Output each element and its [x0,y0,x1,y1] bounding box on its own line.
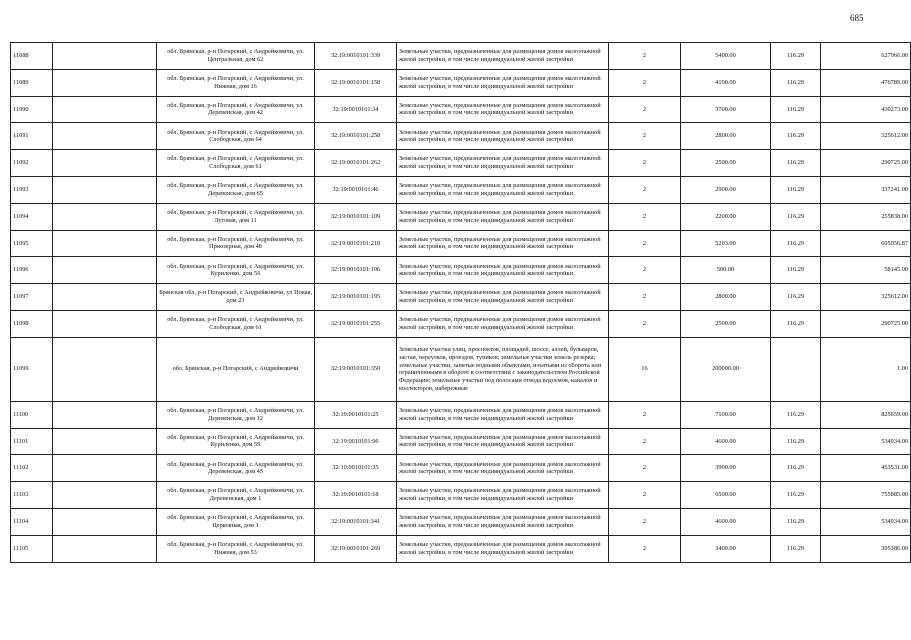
table-row [11,123,911,150]
cadastral-value-cell: 290725.00 [821,310,911,337]
row-number: 11089 [11,69,53,96]
row-number: 11088 [11,43,53,70]
specific-value-cell: 116.29 [771,401,821,428]
specific-value-cell: 116.29 [771,257,821,284]
specific-value-cell: 116.29 [771,123,821,150]
use-group-cell: 2 [609,455,681,482]
table-row [11,428,911,455]
table-row [11,96,911,123]
row-number: 11099 [11,337,53,401]
cadastral-value-cell: 325612.00 [821,123,911,150]
cadastral-number-cell: 32:19:0010101:34 [315,96,397,123]
use-group-cell: 2 [609,401,681,428]
cadastral-value-cell: 534934.00 [821,428,911,455]
spacer-cell [53,257,157,284]
spacer-cell [53,401,157,428]
use-group-cell: 2 [609,508,681,535]
address-cell: обл. Брянская, р-н Погарский, с Андрейковичи, ул. Деревенская, дом 42 [157,96,315,123]
address-cell: обл. Брянская, р-н Погарский, с Андрейковичи, ул. Деревенская, дом 65 [157,176,315,203]
area-cell: 5203.00 [681,230,771,257]
area-cell: 4600.00 [681,428,771,455]
table-row [11,69,911,96]
use-group-cell: 2 [609,96,681,123]
cadastral-number-cell: 32:19:0010101:218 [315,230,397,257]
address-cell: обл. Брянская, р-н Погарский, с Андрейковичи, ул. Деревенская, дом 12 [157,401,315,428]
specific-value-cell: 116.29 [771,96,821,123]
cadastral-value-cell: 605056.87 [821,230,911,257]
spacer-cell [53,203,157,230]
land-use-cell: Земельные участки, предназначенные для размещения домов малоэтажной жилой застройки, в том числе индивидуальной жилой застройки [397,310,609,337]
table-row [11,401,911,428]
address-cell: обл. Брянская, р-н Погарский, с Андрейковичи, ул. Нижняя, дом 16 [157,69,315,96]
spacer-cell [53,150,157,177]
cadastral-number-cell: 32:19:0010101:96 [315,428,397,455]
use-group-cell: 2 [609,535,681,562]
cadastral-number-cell: 32:19:0010101:195 [315,284,397,311]
table-row [11,310,911,337]
land-use-cell: Земельные участки, предназначенные для размещения домов малоэтажной жилой застройки, в том числе индивидуальной жилой застройки [397,150,609,177]
row-number: 11104 [11,508,53,535]
cadastral-value-table [10,42,911,563]
spacer-cell [53,69,157,96]
spacer-cell [53,284,157,311]
cadastral-value-cell: 627966.00 [821,43,911,70]
row-number: 11092 [11,150,53,177]
land-use-cell: Земельные участки, предназначенные для размещения домов малоэтажной жилой застройки, в том числе индивидуальной жилой застройки [397,401,609,428]
table-row [11,257,911,284]
area-cell: 4600.00 [681,508,771,535]
use-group-cell: 2 [609,176,681,203]
use-group-cell: 2 [609,43,681,70]
cadastral-value-cell: 290725.00 [821,150,911,177]
spacer-cell [53,535,157,562]
cadastral-number-cell: 32:19:0010101:255 [315,310,397,337]
cadastral-number-cell: 32:19:0010101:46 [315,176,397,203]
land-use-cell: Земельные участки, предназначенные для размещения домов малоэтажной жилой застройки, в том числе индивидуальной жилой застройки [397,284,609,311]
area-cell: 4100.00 [681,69,771,96]
area-cell: 2800.00 [681,123,771,150]
table-row [11,337,911,401]
use-group-cell: 2 [609,203,681,230]
address-cell: обл. Брянская, р-н Погарский, с Андрейковичи, ул. Нижняя, дом 53 [157,535,315,562]
area-cell: 2500.00 [681,150,771,177]
area-cell: 2500.00 [681,310,771,337]
specific-value-cell: 116.29 [771,310,821,337]
specific-value-cell: 116.29 [771,535,821,562]
address-cell: обл. Брянская, р-н Погарский, с Андрейковичи [157,337,315,401]
use-group-cell: 2 [609,123,681,150]
table-row [11,455,911,482]
address-cell: обл. Брянская, р-н Погарский, с Андрейковичи, ул. Слободская, дом 64 [157,123,315,150]
specific-value-cell: 116.29 [771,150,821,177]
area-cell: 3700.00 [681,96,771,123]
specific-value-cell: 116.29 [771,43,821,70]
specific-value-cell: 116.29 [771,203,821,230]
row-number: 11103 [11,482,53,509]
spacer-cell [53,508,157,535]
area-cell: 6500.00 [681,482,771,509]
row-number: 11093 [11,176,53,203]
cadastral-value-cell: 337241.00 [821,176,911,203]
address-cell: обл. Брянская, р-н Погарский, с Андрейковичи, ул. Центральная, дом 62 [157,43,315,70]
spacer-cell [53,96,157,123]
land-use-cell: Земельные участки, предназначенные для размещения домов малоэтажной жилой застройки, в том числе индивидуальной жилой застройки [397,176,609,203]
land-use-cell: Земельные участки, предназначенные для размещения домов малоэтажной жилой застройки, в том числе индивидуальной жилой застройки [397,203,609,230]
cadastral-value-cell: 453531.00 [821,455,911,482]
use-group-cell: 2 [609,69,681,96]
land-use-cell: Земельные участки, предназначенные для размещения домов малоэтажной жилой застройки, в том числе индивидуальной жилой застройки [397,508,609,535]
cadastral-number-cell: 32:19:0010101:109 [315,203,397,230]
land-use-cell: Земельные участки, предназначенные для размещения домов малоэтажной жилой застройки, в том числе индивидуальной жилой застройки [397,535,609,562]
land-use-cell: Земельные участки, предназначенные для размещения домов малоэтажной жилой застройки, в том числе индивидуальной жилой застройки [397,96,609,123]
address-cell: обл. Брянская, р-н Погарский, с Андрейковичи, ул. Приозерная, дом 48 [157,230,315,257]
use-group-cell: 16 [609,337,681,401]
spacer-cell [53,337,157,401]
use-group-cell: 2 [609,150,681,177]
area-cell: 200000.00 [681,337,771,401]
row-number: 11095 [11,230,53,257]
land-use-cell: Земельные участки, предназначенные для размещения домов малоэтажной жилой застройки, в том числе индивидуальной жилой застройки [397,257,609,284]
cadastral-number-cell: 32:19:0010101:18 [315,482,397,509]
specific-value-cell: 116.29 [771,176,821,203]
row-number: 11096 [11,257,53,284]
page-number: 685 [850,13,864,23]
cadastral-value-cell: 58145.00 [821,257,911,284]
cadastral-number-cell: 32:19:0010101:158 [315,69,397,96]
row-number: 11090 [11,96,53,123]
specific-value-cell: 116.29 [771,284,821,311]
cadastral-value-cell: 1.00 [821,337,911,401]
spacer-cell [53,230,157,257]
cadastral-value-cell: 325612.00 [821,284,911,311]
specific-value-cell [771,337,821,401]
spacer-cell [53,455,157,482]
use-group-cell: 2 [609,257,681,284]
land-use-cell: Земельные участки, предназначенные для размещения домов малоэтажной жилой застройки, в том числе индивидуальной жилой застройки [397,123,609,150]
table-row [11,535,911,562]
area-cell: 2800.00 [681,284,771,311]
address-cell: Брянская обл, р-н Погарский, с Андрейковичи, ул Новая, дом 23 [157,284,315,311]
area-cell: 2200.00 [681,203,771,230]
table-row [11,230,911,257]
spacer-cell [53,176,157,203]
row-number: 11094 [11,203,53,230]
table-row [11,176,911,203]
cadastral-number-cell: 32:19:0010101:35 [315,455,397,482]
spacer-cell [53,43,157,70]
row-number: 11102 [11,455,53,482]
land-use-cell: Земельные участки, предназначенные для размещения домов малоэтажной жилой застройки, в том числе индивидуальной жилой застройки [397,428,609,455]
row-number: 11100 [11,401,53,428]
address-cell: обл. Брянская, р-н Погарский, с Андрейковичи, ул. Слободская, дом 61 [157,310,315,337]
cadastral-number-cell: 32:19:0010101:341 [315,508,397,535]
land-use-cell: Земельные участки, предназначенные для размещения домов малоэтажной жилой застройки, в том числе индивидуальной жилой застройки [397,230,609,257]
row-number: 11097 [11,284,53,311]
cadastral-number-cell: 32:19:0010101:350 [315,337,397,401]
land-use-cell: Земельные участки, предназначенные для размещения домов малоэтажной жилой застройки, в том числе индивидуальной жилой застройки [397,43,609,70]
cadastral-number-cell: 32:19:0010101:262 [315,150,397,177]
land-use-cell: Земельные участки улиц, проспектов, площадей, шоссе, аллей, бульваров, застав, переулков, проездов, тупиков; земельные участки земель резерва; земельные участки, занятые водными объектами, изъятыми из оборота или ограниченными в обороте в соответствии с законодательством Российской Федерации; земельные участки под полосами отвода водоемов, каналов и коллекторов, набережные [397,337,609,401]
land-use-cell: Земельные участки, предназначенные для размещения домов малоэтажной жилой застройки, в том числе индивидуальной жилой застройки [397,455,609,482]
cadastral-value-cell: 755885.00 [821,482,911,509]
table-row [11,508,911,535]
table-row [11,284,911,311]
table-body [11,43,911,563]
area-cell: 7100.00 [681,401,771,428]
specific-value-cell: 116.29 [771,69,821,96]
cadastral-number-cell: 32:19:0010101:258 [315,123,397,150]
cadastral-value-cell: 476789.00 [821,69,911,96]
spacer-cell [53,123,157,150]
address-cell: обл. Брянская, р-н Погарский, с Андрейковичи, ул. Куриленко, дом 59 [157,428,315,455]
cadastral-number-cell: 32:19:0010101:25 [315,401,397,428]
address-cell: обл. Брянская, р-н Погарский, с Андрейковичи, ул. Церковная, дом 1 [157,508,315,535]
row-number: 11091 [11,123,53,150]
address-cell: обл. Брянская, р-н Погарский, с Андрейковичи, ул. Луговая, дом 11 [157,203,315,230]
cadastral-value-cell: 395386.00 [821,535,911,562]
address-cell: обл. Брянская, р-н Погарский, с Андрейковичи, ул. Деревенская, дом 1 [157,482,315,509]
use-group-cell: 2 [609,310,681,337]
table-row [11,203,911,230]
specific-value-cell: 116.29 [771,482,821,509]
row-number: 11098 [11,310,53,337]
land-use-cell: Земельные участки, предназначенные для размещения домов малоэтажной жилой застройки, в том числе индивидуальной жилой застройки [397,482,609,509]
area-cell: 3400.00 [681,535,771,562]
address-cell: обл. Брянская, р-н Погарский, с Андрейковичи, ул. Куриленко, дом 56 [157,257,315,284]
cadastral-value-cell: 430273.00 [821,96,911,123]
use-group-cell: 2 [609,428,681,455]
use-group-cell: 2 [609,230,681,257]
table-row [11,43,911,70]
spacer-cell [53,482,157,509]
table-row [11,150,911,177]
area-cell: 500.00 [681,257,771,284]
row-number: 11105 [11,535,53,562]
land-use-cell: Земельные участки, предназначенные для размещения домов малоэтажной жилой застройки, в том числе индивидуальной жилой застройки [397,69,609,96]
cadastral-number-cell: 32:19:0010101:339 [315,43,397,70]
row-number: 11101 [11,428,53,455]
address-cell: обл. Брянская, р-н Погарский, с Андрейковичи, ул. Слободская, дом 61 [157,150,315,177]
cadastral-value-cell: 825659.00 [821,401,911,428]
cadastral-value-cell: 255838.00 [821,203,911,230]
spacer-cell [53,310,157,337]
specific-value-cell: 116.29 [771,230,821,257]
use-group-cell: 2 [609,284,681,311]
area-cell: 5400.00 [681,43,771,70]
use-group-cell: 2 [609,482,681,509]
cadastral-value-cell: 534934.00 [821,508,911,535]
table-row [11,482,911,509]
specific-value-cell: 116.29 [771,508,821,535]
specific-value-cell: 116.29 [771,455,821,482]
area-cell: 3900.00 [681,455,771,482]
cadastral-number-cell: 32:19:0010101:106 [315,257,397,284]
address-cell: обл. Брянская, р-н Погарский, с Андрейковичи, ул. Деревенская, дом 45 [157,455,315,482]
specific-value-cell: 116.29 [771,428,821,455]
area-cell: 2900.00 [681,176,771,203]
cadastral-number-cell: 32:19:0010101:269 [315,535,397,562]
spacer-cell [53,428,157,455]
